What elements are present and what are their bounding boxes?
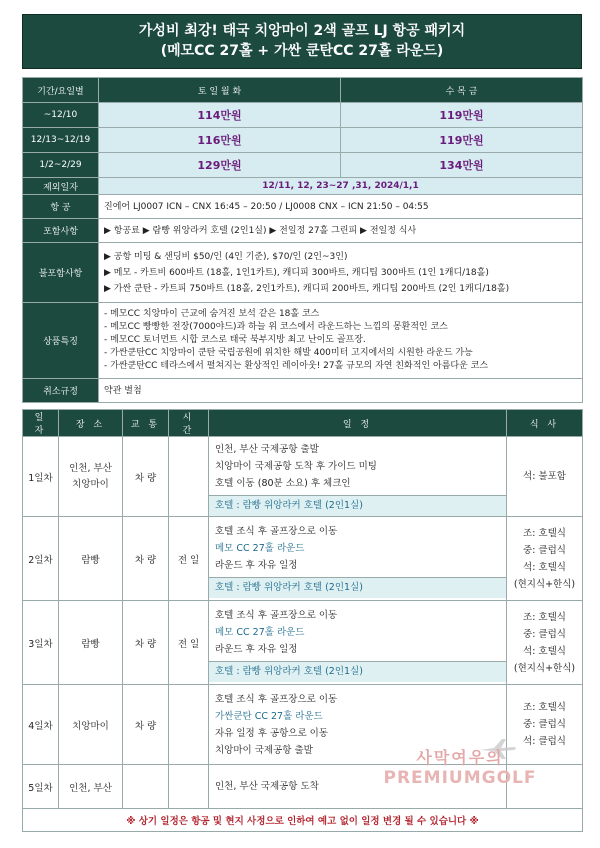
plan-line: 호텔 조식 후 골프장으로 이동: [215, 693, 338, 705]
meals-header: 식 사: [507, 410, 583, 437]
transport-cell: 차 량: [123, 685, 169, 765]
transport-cell: 차 량: [123, 601, 169, 685]
cancellation-value: 약관 별첨: [99, 379, 583, 403]
not-included-line: ▶ 공항 미팅 & 샌딩비 $50/인 (4인 기준), $70/인 (2인~3인): [104, 251, 348, 262]
plan-line: 메모 CC 27홀 라운드: [215, 543, 305, 554]
transport-cell: 차 량: [123, 517, 169, 601]
plan-line: 인천, 부산 국제공항 도착: [215, 781, 319, 792]
feature-line: - 가싼쿤탄CC 치앙마이 쿤탄 국립공원에 위치한 해발 400미터 고지에서의 시원한 라운드 가능: [104, 348, 473, 358]
transport-cell: [123, 765, 169, 809]
included-value: ▶ 항공료 ▶ 람빵 위앙라커 호텔 (2인1실) ▶ 전일정 27홀 그린피 ▶ 전일정 식사: [99, 219, 583, 243]
weekend-header: 토 일 월 화: [99, 78, 341, 103]
meal-line: (현지식+한식): [513, 662, 576, 674]
plan-line: 메모 CC 27홀 라운드: [215, 627, 305, 638]
watermark-line1: 사막여우의: [416, 748, 504, 767]
price-cell: 114만원: [99, 103, 341, 128]
meals-cell: [507, 517, 583, 601]
weekday-header: 수 목 금: [341, 78, 583, 103]
meal-line: 석: 클럽식: [523, 736, 566, 747]
not-included-value: [99, 243, 583, 303]
day-cell: 3일차: [23, 601, 59, 685]
place-cell: 람빵: [59, 517, 123, 601]
title-line2: (메모CC 27홀 + 가싼 쿤탄CC 27홀 라운드): [160, 43, 444, 59]
not-included-line: ▶ 가싼 쿤탄 - 카트피 750바트 (18홀, 2인1카트), 캐디피 200바트, 캐디팁 200바트 (2인 1캐디/18홀): [104, 283, 510, 294]
cancellation-label: 취소규정: [23, 379, 99, 403]
place-cell: 인천, 부산 치앙마이: [59, 437, 123, 517]
plan-cell: [209, 685, 507, 765]
hotel-note: 호텔 : 람빵 위앙라커 호텔 (2인1실): [209, 495, 506, 516]
transport-header: 교 통: [123, 410, 169, 437]
place-cell: 람빵: [59, 601, 123, 685]
day-cell: 2일차: [23, 517, 59, 601]
plan-line: 호텔 이동 (80분 소요) 후 체크인: [215, 478, 351, 489]
itinerary-table: [22, 409, 583, 832]
plan-line: 인천, 부산 국제공항 출발: [215, 444, 319, 455]
day-header: 일 자: [23, 410, 59, 437]
hotel-note: 호텔 : 람빵 위앙라커 호텔 (2인1실): [209, 577, 506, 598]
itinerary-row: [23, 601, 583, 685]
time-header: 시 간: [169, 410, 209, 437]
plan-cell: [209, 765, 507, 809]
meal-line: 석: 호텔식: [523, 645, 566, 657]
plan-cell: [209, 601, 507, 685]
period-header: 기간/요일별: [23, 78, 99, 103]
title-banner: [22, 14, 582, 69]
package-sheet: [22, 14, 582, 832]
period-label: 1/2~2/29: [23, 153, 99, 178]
time-cell: [169, 437, 209, 517]
included-label: 포함사항: [23, 219, 99, 243]
plan-cell: [209, 437, 507, 517]
plan-line: 치앙마이 국제공항 출발: [215, 744, 313, 756]
plan-line: 호텔 조식 후 골프장으로 이동: [215, 526, 338, 537]
meal-line: 조: 호텔식: [523, 611, 566, 623]
day-cell: 4일차: [23, 685, 59, 765]
meal-line: 중: 클럽식: [523, 719, 566, 730]
meals-cell: [507, 601, 583, 685]
place-cell: 치앙마이: [59, 685, 123, 765]
meals-cell: [507, 437, 583, 517]
time-cell: 전 일: [169, 601, 209, 685]
feature-line: - 메모CC 토너먼트 시합 코스로 태국 북부지방 최고 난이도 골프장.: [104, 335, 366, 345]
itinerary-row: [23, 517, 583, 601]
place-header: 장 소: [59, 410, 123, 437]
feature-line: - 메모CC 치앙마이 근교에 숨겨진 보석 같은 18홀 코스: [104, 309, 320, 319]
watermark-line2: PREMIUMGOLF: [383, 768, 537, 788]
not-included-label: 불포함사항: [23, 243, 99, 303]
meal-line: 중: 클럽식: [523, 628, 566, 640]
features-label: 상품특징: [23, 303, 99, 379]
period-label: ~12/10: [23, 103, 99, 128]
plan-line: 호텔 조식 후 골프장으로 이동: [215, 610, 338, 621]
title-line1: 가성비 최강! 태국 치앙마이 2색 골프 LJ 항공 패키지: [138, 23, 466, 39]
meal-line: (현지식+한식): [513, 578, 576, 590]
plan-line: 자유 일정 후 공항으로 이동: [215, 727, 329, 739]
excluded-dates-value: 12/11, 12, 23~27 ,31, 2024/1,1: [99, 178, 583, 195]
itinerary-row: [23, 765, 583, 809]
time-cell: 전 일: [169, 517, 209, 601]
feature-line: - 가싼쿤탄CC 테라스에서 펼쳐지는 환상적인 레이아웃! 27홀 규모의 자연 친화적인 아름다운 코스: [104, 361, 489, 371]
plan-line: 치앙마이 국제공항 도착 후 가이드 미팅: [215, 461, 377, 472]
plan-cell: [209, 517, 507, 601]
price-cell: 119만원: [341, 128, 583, 153]
flight-label: 항 공: [23, 195, 99, 219]
meal-line: 석: 불포함: [523, 471, 566, 482]
itinerary-header: 일 정: [209, 410, 507, 437]
price-cell: 134만원: [341, 153, 583, 178]
transport-cell: 차 량: [123, 437, 169, 517]
plan-line: 가싼쿤탄 CC 27홀 라운드: [215, 710, 323, 722]
features-value: [99, 303, 583, 379]
airplane-icon: [478, 736, 518, 762]
itinerary-row: [23, 437, 583, 517]
excluded-dates-label: 제외일자: [23, 178, 99, 195]
meal-line: 조: 호텔식: [523, 527, 566, 539]
price-cell: 129만원: [99, 153, 341, 178]
meal-line: 석: 호텔식: [523, 561, 566, 573]
place-cell: 인천, 부산: [59, 765, 123, 809]
time-cell: [169, 765, 209, 809]
price-table: [22, 77, 583, 403]
footnote: ※ 상기 일정은 항공 및 현지 사정으로 인하여 예고 없이 일정 변경 될 수 있습니다 ※: [23, 809, 583, 832]
not-included-line: ▶ 메모 - 카트비 600바트 (18홀, 1인1카트), 캐디피 300바트, 캐디팁 300바트 (1인 1캐디/18홀): [104, 267, 489, 278]
price-cell: 116만원: [99, 128, 341, 153]
day-cell: 5일차: [23, 765, 59, 809]
meal-line: 조: 호텔식: [523, 702, 566, 713]
meals-cell: [507, 765, 583, 809]
flight-value: 진에어 LJ0007 ICN – CNX 16:45 – 20:50 / LJ0008 CNX – ICN 21:50 – 04:55: [99, 195, 583, 219]
period-label: 12/13~12/19: [23, 128, 99, 153]
plan-line: 라운드 후 자유 일정: [215, 644, 298, 655]
price-cell: 119만원: [341, 103, 583, 128]
time-cell: [169, 685, 209, 765]
meal-line: 중: 클럽식: [523, 544, 566, 556]
hotel-note: 호텔 : 람빵 위앙라커 호텔 (2인1실): [209, 661, 506, 682]
feature-line: - 메모CC 빵빵한 전장(7000야드)과 하늘 위 코스에서 라운드하는 느낌의 몽환적인 코스: [104, 322, 448, 332]
plan-line: 라운드 후 자유 일정: [215, 560, 298, 571]
day-cell: 1일차: [23, 437, 59, 517]
